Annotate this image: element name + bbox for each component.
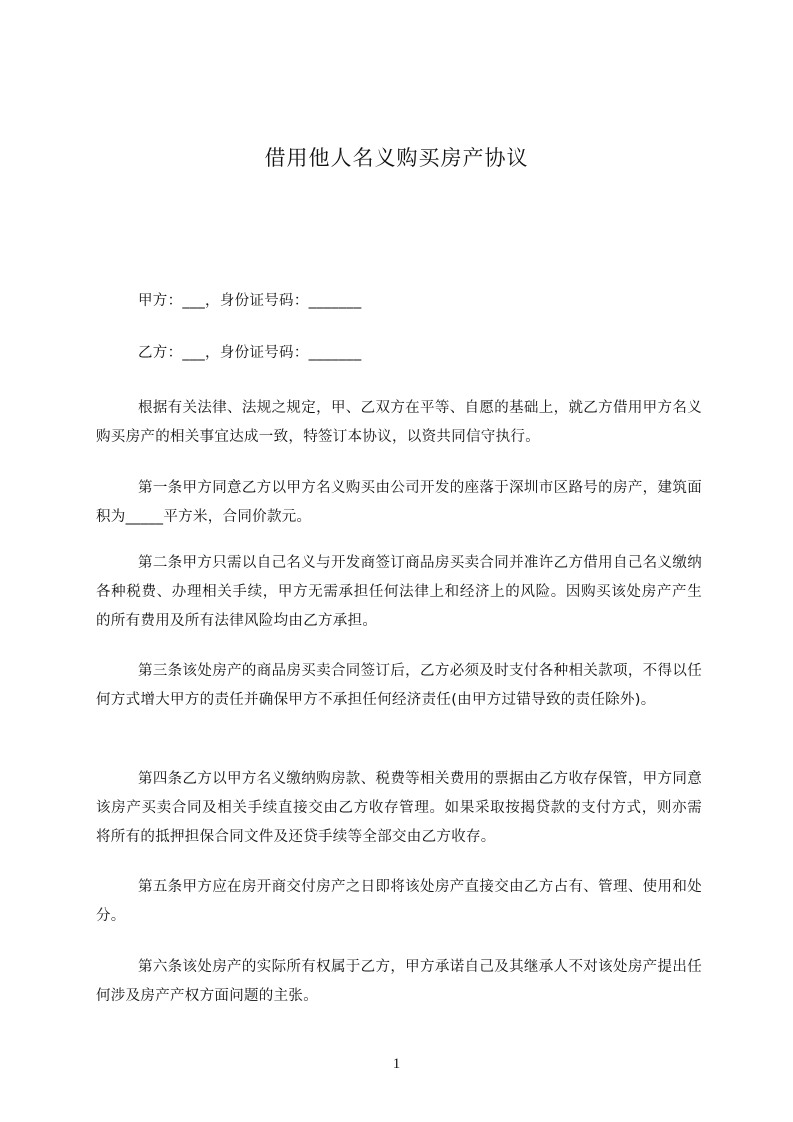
article-2: 第二条甲方只需以自己名义与开发商签订商品房买卖合同并准许乙方借用自己名义缴纳各种税费、办理相关手续，甲方无需承担任何法律上和经济上的风险。因购买该处房产产生的所有费用及所有法律风险均由乙方承担。 [96, 555, 702, 629]
party-b-line: 乙方：___，身份证号码：_______ [138, 345, 362, 361]
page-number: 1 [392, 1056, 401, 1072]
intro-paragraph: 根据有关法律、法规之规定，甲、乙双方在平等、自愿的基础上，就乙方借用甲方名义购买房产的相关事宜达成一致，特签订本协议，以资共同信守执行。 [96, 400, 702, 445]
article-3: 第三条该处房产的商品房买卖合同签订后，乙方必须及时支付各种相关款项，不得以任何方式增大甲方的责任并确保甲方不承担任何经济责任(由甲方过错导致的责任除外)。 [96, 663, 702, 708]
article-6: 第六条该处房产的实际所有权属于乙方，甲方承诺自己及其继承人不对该处房产提出任何涉及房产产权方面问题的主张。 [96, 959, 702, 1004]
article-4: 第四条乙方以甲方名义缴纳购房款、税费等相关费用的票据由乙方收存保管，甲方同意该房产买卖合同及相关手续直接交由乙方收存管理。如果采取按揭贷款的支付方式，则亦需将所有的抵押担保合同文件及还贷手续等全部交由乙方收存。 [96, 771, 702, 845]
article-5: 第五条甲方应在房开商交付房产之日即将该处房产直接交由乙方占有、管理、使用和处分。 [96, 879, 702, 924]
article-1: 第一条甲方同意乙方以甲方名义购买由公司开发的座落于深圳市区路号的房产，建筑面积为_____平方米，合同价款元。 [96, 480, 702, 525]
party-a-line: 甲方：___，身份证号码：_______ [138, 293, 362, 309]
page-title: 借用他人名义购买房产协议 [264, 146, 529, 170]
